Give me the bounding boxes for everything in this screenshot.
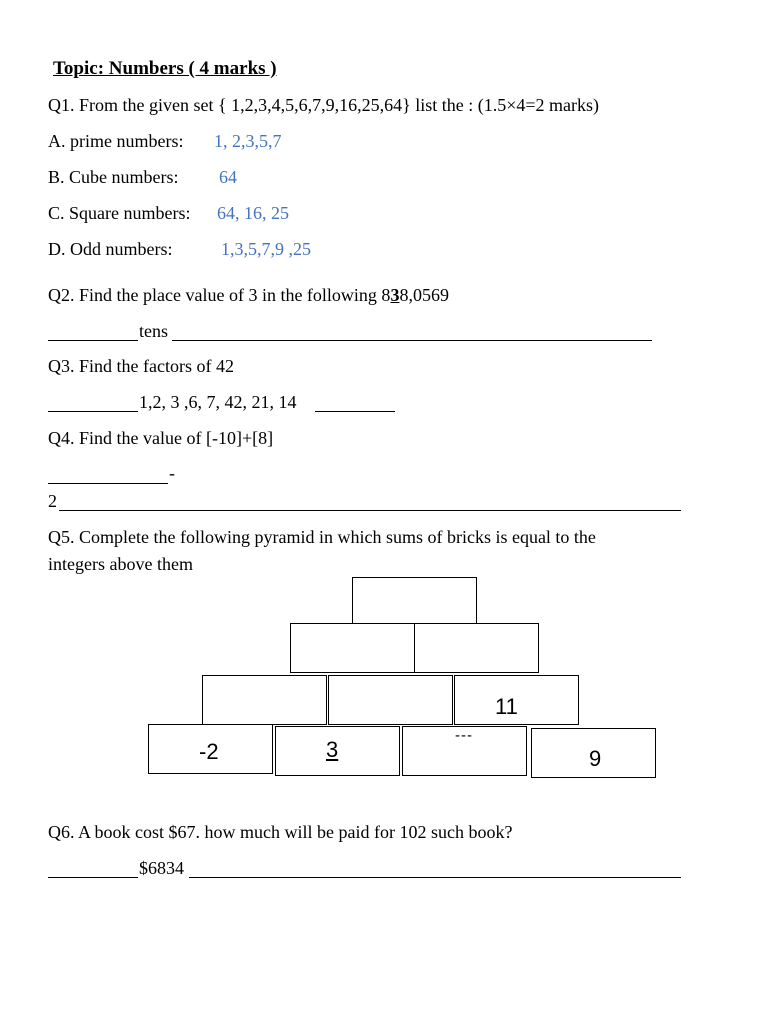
q1-question: Q1. From the given set { 1,2,3,4,5,6,7,9,16,25,64} list the : (1.5×4=2 marks) bbox=[48, 95, 600, 115]
answer-blank-line bbox=[172, 340, 652, 341]
q4-answer-value: 2 bbox=[48, 491, 57, 511]
q1-part-b-answer: 64 bbox=[219, 167, 237, 187]
q2-answer: tens bbox=[139, 321, 168, 341]
pyramid-value: --- bbox=[455, 727, 473, 744]
q1-part-c-answer: 64, 16, 25 bbox=[217, 203, 289, 223]
pyramid-brick-row3-2[interactable] bbox=[328, 675, 453, 725]
pyramid-brick-bottom-3[interactable] bbox=[402, 726, 527, 776]
q2-question bbox=[48, 284, 449, 306]
q1-part-d-label: D. Odd numbers: bbox=[48, 239, 173, 259]
q1-part-d bbox=[48, 238, 311, 260]
q2-question-text: Q2. Find the place value of 3 in the following 8 bbox=[48, 285, 391, 305]
q1-part-a-label: A. prime numbers: bbox=[48, 131, 184, 151]
q3-answer: 1,2, 3 ,6, 7, 42, 21, 14 bbox=[139, 392, 297, 412]
pyramid-brick-bottom-1[interactable] bbox=[148, 724, 273, 774]
q5-question-line1: Q5. Complete the following pyramid in which sums of bricks is equal to the bbox=[48, 527, 596, 547]
q1-part-a-answer: 1, 2,3,5,7 bbox=[214, 131, 282, 151]
pyramid-value: 11 bbox=[495, 694, 518, 719]
answer-blank-line bbox=[48, 877, 138, 878]
pyramid-value: 3 bbox=[326, 737, 339, 762]
q6-answer: $6834 bbox=[139, 858, 184, 878]
answer-blank-line bbox=[48, 340, 138, 341]
q1-part-b-label: B. Cube numbers: bbox=[48, 167, 179, 187]
pyramid-brick-row2-right[interactable] bbox=[414, 623, 539, 673]
answer-blank-line bbox=[48, 411, 138, 412]
pyramid-value: -2 bbox=[199, 739, 219, 764]
q6-question: Q6. A book cost $67. how much will be paid for 102 such book? bbox=[48, 822, 513, 842]
pyramid-brick-bottom-2[interactable] bbox=[275, 726, 400, 776]
pyramid-brick-bottom-4[interactable] bbox=[531, 728, 656, 778]
pyramid-brick-row3-3[interactable] bbox=[454, 675, 579, 725]
q4-question: Q4. Find the value of [-10]+[8] bbox=[48, 428, 274, 448]
pyramid-brick-row2-left[interactable] bbox=[290, 623, 415, 673]
q1-part-d-answer: 1,3,5,7,9 ,25 bbox=[221, 239, 311, 259]
q5-question-line2: integers above them bbox=[48, 554, 193, 574]
q2-underlined-digit: 3 bbox=[390, 285, 400, 305]
pyramid-value: 9 bbox=[589, 746, 602, 771]
pyramid-brick-row3-1[interactable] bbox=[202, 675, 327, 725]
q2-question-number-end: 8,0569 bbox=[399, 285, 449, 305]
q1-part-b bbox=[48, 166, 237, 188]
q3-question: Q3. Find the factors of 42 bbox=[48, 356, 234, 376]
q1-part-c-label: C. Square numbers: bbox=[48, 203, 191, 223]
answer-blank-line bbox=[315, 411, 395, 412]
q1-part-a bbox=[48, 130, 282, 152]
topic-title: Topic: Numbers ( 4 marks ) bbox=[53, 58, 277, 79]
answer-blank-line bbox=[48, 483, 168, 484]
pyramid-brick-top[interactable] bbox=[352, 577, 477, 624]
answer-blank-line bbox=[59, 510, 681, 511]
answer-blank-line bbox=[189, 877, 681, 878]
q4-answer-sign: - bbox=[169, 463, 175, 483]
q1-part-c bbox=[48, 202, 289, 224]
